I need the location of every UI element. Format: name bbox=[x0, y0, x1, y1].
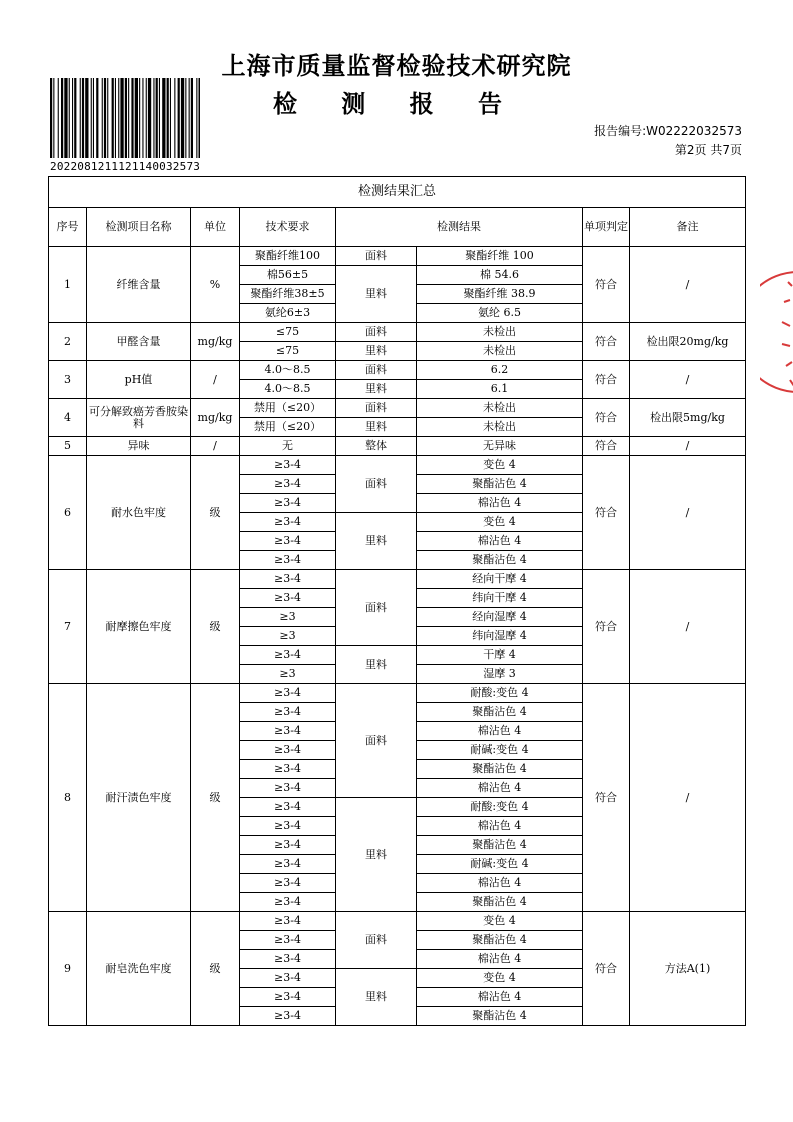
item-unit: % bbox=[191, 247, 240, 323]
remark-cell: / bbox=[630, 247, 746, 323]
result-cell: 干摩 4 bbox=[417, 646, 583, 665]
material-part-cell: 里料 bbox=[336, 513, 417, 570]
barcode-bar bbox=[178, 78, 180, 158]
column-header-requirement: 技术要求 bbox=[240, 208, 336, 247]
remark-cell: 方法A(1) bbox=[630, 912, 746, 1026]
requirement-cell: ≥3-4 bbox=[240, 779, 336, 798]
barcode-bar bbox=[156, 78, 158, 158]
barcode-bar bbox=[102, 78, 103, 158]
requirement-cell: 禁用（≤20） bbox=[240, 418, 336, 437]
requirement-cell: ≥3-4 bbox=[240, 532, 336, 551]
requirement-cell: ≥3-4 bbox=[240, 494, 336, 513]
requirement-cell: ≥3-4 bbox=[240, 874, 336, 893]
result-cell: 变色 4 bbox=[417, 456, 583, 475]
verdict-cell: 符合 bbox=[583, 323, 630, 361]
material-part-cell: 整体 bbox=[336, 437, 417, 456]
item-name: 耐水色牢度 bbox=[87, 456, 191, 570]
requirement-cell: ≥3-4 bbox=[240, 950, 336, 969]
remark-cell: 检出限20mg/kg bbox=[630, 323, 746, 361]
item-unit: mg/kg bbox=[191, 399, 240, 437]
remark-cell: / bbox=[630, 456, 746, 570]
barcode-bar bbox=[118, 78, 119, 158]
result-cell: 聚酯沾色 4 bbox=[417, 703, 583, 722]
item-number: 1 bbox=[49, 247, 87, 323]
requirement-cell: ≥3-4 bbox=[240, 741, 336, 760]
result-cell: 聚酯沾色 4 bbox=[417, 475, 583, 494]
barcode-bar bbox=[74, 78, 76, 158]
requirement-cell: ≥3-4 bbox=[240, 703, 336, 722]
item-unit: mg/kg bbox=[191, 323, 240, 361]
verdict-cell: 符合 bbox=[583, 570, 630, 684]
material-part-cell: 面料 bbox=[336, 456, 417, 513]
barcode-bar bbox=[139, 78, 140, 158]
item-unit: 级 bbox=[191, 456, 240, 570]
result-cell: 聚酯沾色 4 bbox=[417, 931, 583, 950]
result-cell: 未检出 bbox=[417, 418, 583, 437]
seal-stamp-fragment bbox=[760, 262, 793, 402]
item-unit: / bbox=[191, 361, 240, 399]
requirement-cell: ≥3-4 bbox=[240, 893, 336, 912]
requirement-cell: 聚酯纤维38±5 bbox=[240, 285, 336, 304]
remark-cell: / bbox=[630, 437, 746, 456]
result-cell: 棉沾色 4 bbox=[417, 988, 583, 1007]
material-part-cell: 里料 bbox=[336, 342, 417, 361]
requirement-cell: 无 bbox=[240, 437, 336, 456]
result-cell: 未检出 bbox=[417, 323, 583, 342]
barcode-bar bbox=[53, 78, 54, 158]
result-cell: 耐酸:变色 4 bbox=[417, 684, 583, 703]
material-part-cell: 面料 bbox=[336, 361, 417, 380]
report-number: 报告编号:W02222032573 bbox=[594, 124, 742, 138]
result-cell: 耐酸:变色 4 bbox=[417, 798, 583, 817]
remark-cell: / bbox=[630, 361, 746, 399]
requirement-cell: ≤75 bbox=[240, 342, 336, 361]
result-cell: 棉沾色 4 bbox=[417, 532, 583, 551]
result-cell: 氨纶 6.5 bbox=[417, 304, 583, 323]
requirement-cell: ≥3-4 bbox=[240, 912, 336, 931]
result-cell: 湿摩 3 bbox=[417, 665, 583, 684]
material-part-cell: 面料 bbox=[336, 247, 417, 266]
requirement-cell: ≥3-4 bbox=[240, 551, 336, 570]
barcode-bar bbox=[72, 78, 73, 158]
requirement-cell: 4.0～8.5 bbox=[240, 361, 336, 380]
item-name: 耐汗渍色牢度 bbox=[87, 684, 191, 912]
item-unit: / bbox=[191, 437, 240, 456]
remark-cell: / bbox=[630, 570, 746, 684]
result-cell: 经向湿摩 4 bbox=[417, 608, 583, 627]
item-name: 耐摩擦色牢度 bbox=[87, 570, 191, 684]
requirement-cell: ≥3-4 bbox=[240, 646, 336, 665]
requirement-cell: ≥3-4 bbox=[240, 570, 336, 589]
table-row bbox=[49, 399, 746, 418]
requirement-cell: ≥3-4 bbox=[240, 760, 336, 779]
result-cell: 聚酯沾色 4 bbox=[417, 1007, 583, 1026]
barcode-bar bbox=[82, 78, 84, 158]
item-unit: 级 bbox=[191, 912, 240, 1026]
item-number: 2 bbox=[49, 323, 87, 361]
barcode-bar bbox=[91, 78, 92, 158]
item-number: 3 bbox=[49, 361, 87, 399]
table-row bbox=[49, 437, 746, 456]
verdict-cell: 符合 bbox=[583, 684, 630, 912]
barcode-bar bbox=[153, 78, 154, 158]
material-part-cell: 面料 bbox=[336, 912, 417, 969]
requirement-cell: ≥3-4 bbox=[240, 684, 336, 703]
column-header-remark: 备注 bbox=[630, 208, 746, 247]
item-number: 7 bbox=[49, 570, 87, 684]
column-header-no: 序号 bbox=[49, 208, 87, 247]
barcode-bar bbox=[199, 78, 201, 158]
material-part-cell: 里料 bbox=[336, 418, 417, 437]
column-header-result: 检测结果 bbox=[336, 208, 583, 247]
barcode-bar bbox=[61, 78, 63, 158]
requirement-cell: 聚酯纤维100 bbox=[240, 247, 336, 266]
result-cell: 无异味 bbox=[417, 437, 583, 456]
item-name: 甲醛含量 bbox=[87, 323, 191, 361]
item-number: 8 bbox=[49, 684, 87, 912]
item-name: 异味 bbox=[87, 437, 191, 456]
barcode-bar bbox=[104, 78, 106, 158]
column-header-unit: 单位 bbox=[191, 208, 240, 247]
barcode-bar bbox=[85, 78, 88, 158]
barcode-bar bbox=[50, 78, 52, 158]
requirement-cell: ≥3-4 bbox=[240, 589, 336, 608]
table-row bbox=[49, 456, 746, 475]
result-cell: 纬向干摩 4 bbox=[417, 589, 583, 608]
table-row bbox=[49, 247, 746, 266]
requirement-cell: ≥3-4 bbox=[240, 836, 336, 855]
result-cell: 棉沾色 4 bbox=[417, 722, 583, 741]
requirement-cell: 氨纶6±3 bbox=[240, 304, 336, 323]
requirement-cell: ≥3-4 bbox=[240, 855, 336, 874]
material-part-cell: 里料 bbox=[336, 969, 417, 1026]
barcode-bar bbox=[58, 78, 59, 158]
requirement-cell: ≥3-4 bbox=[240, 475, 336, 494]
barcode-bar bbox=[107, 78, 108, 158]
material-part-cell: 里料 bbox=[336, 798, 417, 912]
barcode-bar bbox=[170, 78, 171, 158]
barcode-bar bbox=[93, 78, 94, 158]
barcode-bar bbox=[146, 78, 147, 158]
requirement-cell: ≥3-4 bbox=[240, 456, 336, 475]
remark-cell: / bbox=[630, 684, 746, 912]
material-part-cell: 里料 bbox=[336, 266, 417, 323]
result-cell: 变色 4 bbox=[417, 912, 583, 931]
item-number: 9 bbox=[49, 912, 87, 1026]
requirement-cell: ≥3 bbox=[240, 608, 336, 627]
result-cell: 聚酯沾色 4 bbox=[417, 836, 583, 855]
result-cell: 聚酯沾色 4 bbox=[417, 760, 583, 779]
table-row bbox=[49, 361, 746, 380]
verdict-cell: 符合 bbox=[583, 912, 630, 1026]
result-cell: 棉沾色 4 bbox=[417, 494, 583, 513]
barcode-bar bbox=[185, 78, 186, 158]
requirement-cell: 禁用（≤20） bbox=[240, 399, 336, 418]
item-name: 纤维含量 bbox=[87, 247, 191, 323]
result-cell: 聚酯纤维 38.9 bbox=[417, 285, 583, 304]
table-row bbox=[49, 912, 746, 931]
barcode-bar bbox=[148, 78, 151, 158]
barcode-bar bbox=[159, 78, 160, 158]
table-row bbox=[49, 570, 746, 589]
material-part-cell: 面料 bbox=[336, 684, 417, 798]
verdict-cell: 符合 bbox=[583, 399, 630, 437]
results-table bbox=[48, 176, 746, 1026]
result-cell: 6.1 bbox=[417, 380, 583, 399]
table-row bbox=[49, 684, 746, 703]
barcode-bar bbox=[69, 78, 70, 158]
table-caption: 检测结果汇总 bbox=[49, 177, 746, 208]
barcode-bar bbox=[189, 78, 190, 158]
item-number: 4 bbox=[49, 399, 87, 437]
barcode-bar bbox=[167, 78, 169, 158]
barcode-bar bbox=[125, 78, 127, 158]
org-name: 上海市质量监督检验技术研究院 bbox=[221, 52, 572, 80]
result-cell: 耐碱:变色 4 bbox=[417, 855, 583, 874]
barcode-bar bbox=[135, 78, 138, 158]
result-cell: 聚酯沾色 4 bbox=[417, 893, 583, 912]
page-info: 第2页 共7页 bbox=[674, 143, 742, 157]
barcode-bar bbox=[131, 78, 133, 158]
item-unit: 级 bbox=[191, 570, 240, 684]
requirement-cell: ≥3-4 bbox=[240, 722, 336, 741]
barcode-bar bbox=[96, 78, 98, 158]
barcode-bar bbox=[64, 78, 67, 158]
material-part-cell: 里料 bbox=[336, 646, 417, 684]
requirement-cell: ≥3-4 bbox=[240, 931, 336, 950]
result-cell: 未检出 bbox=[417, 399, 583, 418]
requirement-cell: ≥3-4 bbox=[240, 969, 336, 988]
item-name: 可分解致癌芳香胺染料 bbox=[87, 399, 191, 437]
requirement-cell: ≥3-4 bbox=[240, 1007, 336, 1026]
item-name: pH值 bbox=[87, 361, 191, 399]
barcode-bar bbox=[80, 78, 81, 158]
result-cell: 6.2 bbox=[417, 361, 583, 380]
barcode-bar bbox=[120, 78, 123, 158]
result-cell: 聚酯沾色 4 bbox=[417, 551, 583, 570]
result-cell: 棉 54.6 bbox=[417, 266, 583, 285]
result-cell: 未检出 bbox=[417, 342, 583, 361]
result-cell: 棉沾色 4 bbox=[417, 950, 583, 969]
verdict-cell: 符合 bbox=[583, 361, 630, 399]
material-part-cell: 面料 bbox=[336, 570, 417, 646]
column-header-item: 检测项目名称 bbox=[87, 208, 191, 247]
material-part-cell: 里料 bbox=[336, 380, 417, 399]
report-title: 检 测 报 告 bbox=[272, 90, 521, 118]
requirement-cell: ≥3 bbox=[240, 665, 336, 684]
requirement-cell: ≥3-4 bbox=[240, 513, 336, 532]
requirement-cell: ≥3-4 bbox=[240, 798, 336, 817]
barcode-bar bbox=[191, 78, 193, 158]
barcode-bar bbox=[142, 78, 143, 158]
requirement-cell: 4.0～8.5 bbox=[240, 380, 336, 399]
requirement-cell: ≥3-4 bbox=[240, 817, 336, 836]
verdict-cell: 符合 bbox=[583, 247, 630, 323]
result-cell: 棉沾色 4 bbox=[417, 874, 583, 893]
barcode-image bbox=[50, 78, 200, 158]
requirement-cell: ≥3 bbox=[240, 627, 336, 646]
item-unit: 级 bbox=[191, 684, 240, 912]
requirement-cell: ≤75 bbox=[240, 323, 336, 342]
verdict-cell: 符合 bbox=[583, 437, 630, 456]
verdict-cell: 符合 bbox=[583, 456, 630, 570]
requirement-cell: 棉56±5 bbox=[240, 266, 336, 285]
result-cell: 棉沾色 4 bbox=[417, 817, 583, 836]
result-cell: 经向干摩 4 bbox=[417, 570, 583, 589]
result-cell: 变色 4 bbox=[417, 513, 583, 532]
result-cell: 变色 4 bbox=[417, 969, 583, 988]
barcode-number: 20220812111211400325​73 bbox=[50, 160, 201, 173]
requirement-cell: ≥3-4 bbox=[240, 988, 336, 1007]
barcode-bar bbox=[162, 78, 165, 158]
material-part-cell: 面料 bbox=[336, 323, 417, 342]
barcode-bar bbox=[196, 78, 197, 158]
table-row bbox=[49, 323, 746, 342]
item-name: 耐皂洗色牢度 bbox=[87, 912, 191, 1026]
barcode-bar bbox=[115, 78, 116, 158]
barcode-bar bbox=[128, 78, 129, 158]
barcode-bar bbox=[181, 78, 184, 158]
item-number: 6 bbox=[49, 456, 87, 570]
barcode-bar bbox=[174, 78, 175, 158]
remark-cell: 检出限5mg/kg bbox=[630, 399, 746, 437]
item-number: 5 bbox=[49, 437, 87, 456]
column-header-verdict: 单项判定 bbox=[583, 208, 630, 247]
result-cell: 聚酯纤维 100 bbox=[417, 247, 583, 266]
result-cell: 耐碱:变色 4 bbox=[417, 741, 583, 760]
material-part-cell: 面料 bbox=[336, 399, 417, 418]
barcode-bar bbox=[112, 78, 114, 158]
result-cell: 棉沾色 4 bbox=[417, 779, 583, 798]
result-cell: 纬向湿摩 4 bbox=[417, 627, 583, 646]
